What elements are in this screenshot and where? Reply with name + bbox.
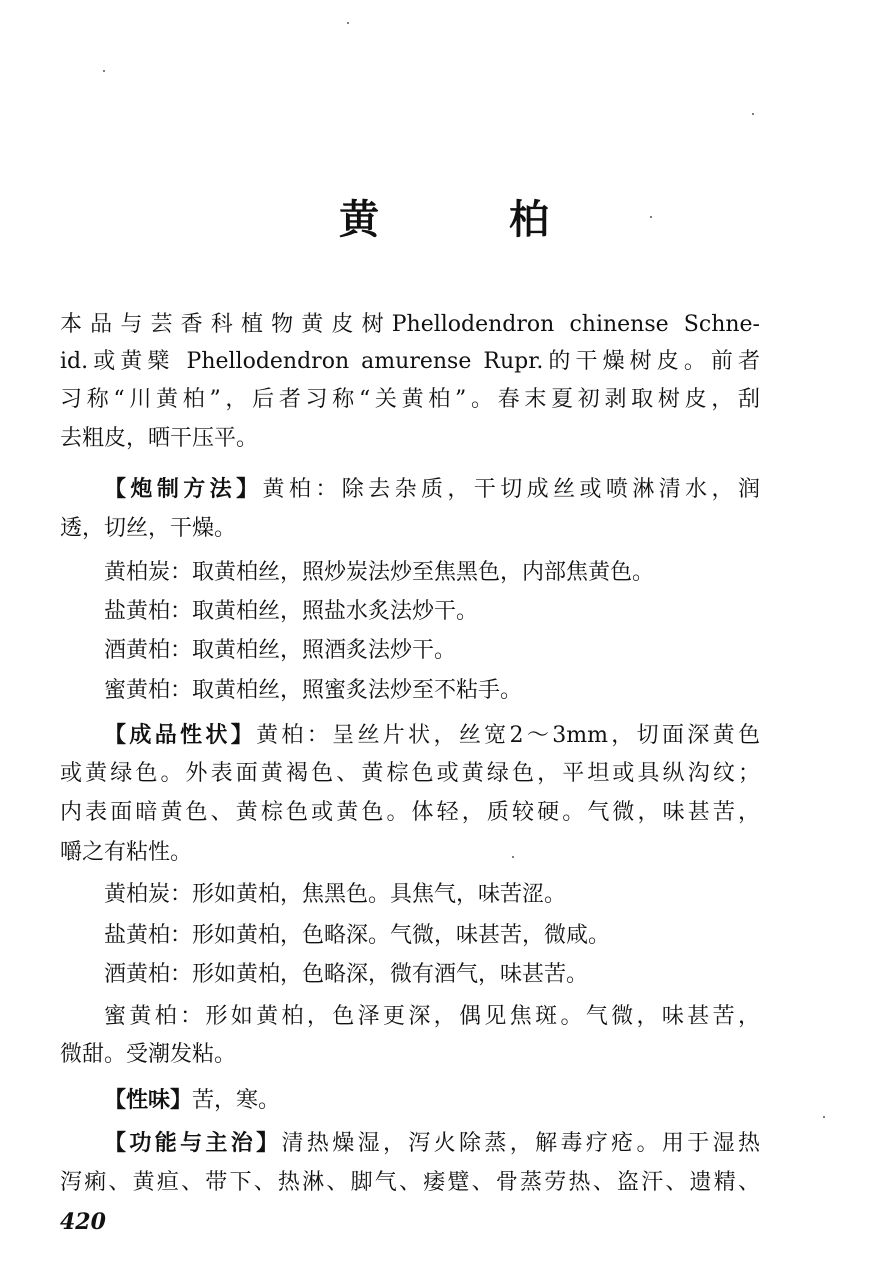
traits-item-wine: 酒黄柏：形如黄柏，色略深，微有酒气，味甚苦。 bbox=[104, 962, 589, 987]
traits-item-honey: 蜜黄柏：形如黄柏，色泽更深，偶见焦斑。气微，味甚苦， bbox=[104, 1004, 760, 1029]
scan-speck bbox=[650, 216, 652, 218]
processing-item-wine: 酒黄柏：取黄柏丝，照酒炙法炒干。 bbox=[104, 638, 457, 663]
traits-line-4: 嚼之有粘性。 bbox=[60, 840, 193, 865]
intro-line-1: 本品与芸香科植物黄皮树Phellodendron chinense Schne- bbox=[60, 312, 760, 337]
nature-text: 苦，寒。 bbox=[192, 1088, 281, 1113]
nature-line bbox=[104, 1086, 760, 1116]
scan-speck bbox=[347, 22, 349, 24]
traits-line-3: 内表面暗黄色、黄棕色或黄色。体轻，质较硬。气微，味甚苦， bbox=[60, 800, 760, 825]
page-number: 420 bbox=[60, 1209, 106, 1235]
scan-speck bbox=[823, 1116, 825, 1118]
intro-line-2: id.或黄檗 Phellodendron amurense Rupr.的干燥树皮。前者 bbox=[60, 349, 760, 374]
page-title: 黄 柏 bbox=[339, 197, 607, 243]
scan-speck bbox=[103, 70, 105, 72]
processing-item-charcoal: 黄柏炭：取黄柏丝，照炒炭法炒至焦黑色，内部焦黄色。 bbox=[104, 560, 655, 585]
processing-item-salt: 盐黄柏：取黄柏丝，照盐水炙法炒干。 bbox=[104, 599, 479, 624]
processing-line-1 bbox=[104, 475, 760, 505]
processing-text: 黄柏：除去杂质，干切成丝或喷淋清水，润 bbox=[262, 477, 760, 502]
traits-item-honey-cont: 微甜。受潮发粘。 bbox=[60, 1042, 237, 1067]
processing-item-honey: 蜜黄柏：取黄柏丝，照蜜炙法炒至不粘手。 bbox=[104, 678, 523, 703]
traits-line-2: 或黄绿色。外表面黄褐色、黄棕色或黄绿色，平坦或具纵沟纹； bbox=[60, 761, 760, 786]
processing-line-2: 透，切丝，干燥。 bbox=[60, 516, 237, 541]
scan-speck bbox=[752, 113, 754, 115]
function-text: 清热燥湿，泻火除蒸，解毒疗疮。用于湿热 bbox=[281, 1131, 760, 1156]
intro-line-3: 习称“川黄柏”，后者习称“关黄柏”。春末夏初剥取树皮，刮 bbox=[60, 387, 760, 412]
traits-heading: 【成品性状】 bbox=[104, 723, 257, 748]
traits-item-salt: 盐黄柏：形如黄柏，色略深。气微，味甚苦，微咸。 bbox=[104, 923, 611, 948]
traits-text: 黄柏：呈丝片状，丝宽2～3mm，切面深黄色 bbox=[256, 723, 760, 748]
nature-heading: 【性味】 bbox=[104, 1088, 193, 1113]
traits-line-1 bbox=[104, 721, 760, 751]
processing-heading: 【炮制方法】 bbox=[104, 477, 263, 502]
scan-speck bbox=[512, 856, 514, 858]
traits-item-charcoal: 黄柏炭：形如黄柏，焦黑色。具焦气，味苦涩。 bbox=[104, 882, 567, 907]
function-heading: 【功能与主治】 bbox=[104, 1131, 282, 1156]
intro-line-4: 去粗皮，晒干压平。 bbox=[60, 426, 259, 451]
function-line-2: 泻痢、黄疸、带下、热淋、脚气、痿躄、骨蒸劳热、盗汗、遗精、 bbox=[60, 1170, 760, 1195]
function-line-1 bbox=[104, 1129, 760, 1159]
